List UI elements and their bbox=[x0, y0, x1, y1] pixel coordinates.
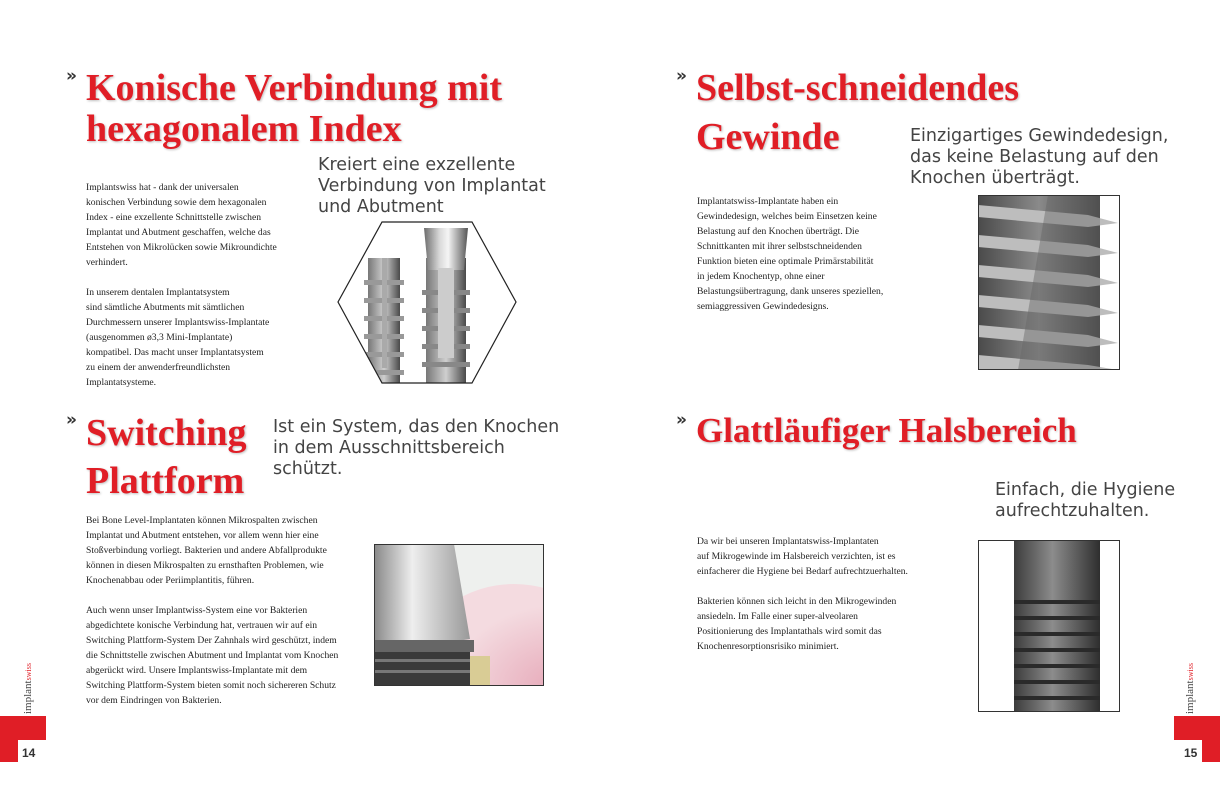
paragraph: Auch wenn unser Implantwiss-System eine vor Bakterien abgedichtete konische Verbindung hat, vertrauen wir auf ein Switching Plattform-System Der Zahnhals wird geschützt, indem die Schnittstelle zwischen Abutment und Implantat vom Knochen abgerückt wird. Unsere Implantswiss-Implantate mit dem Switching Plattform-System bieten somit noch sichereren Schutz vor dem Eindringen von Bakterien. bbox=[86, 605, 339, 706]
paragraph: Implantswiss hat - dank der universalen konischen Verbindung sowie dem hexagonalen Index - eine exzellente Schnittstelle zwischen Implantat und Abutment geschaffen, welche das Entstehen von Mikrolücken sowie Mikroundichte verhindert. bbox=[86, 182, 277, 268]
paragraph: Implantatswiss-Implantate haben ein Gewindedesign, welches beim Einsetzen keine Belastung auf den Knochen überträgt. Die Schnittkanten mit ihrer selbstschneidenden Funktion bieten eine optimale Primärstabilität in jedem Knochentyp, ohne einer Belastungsübertragung, dank unseres speziellen, semiaggressiven Gewindedesigns. bbox=[697, 196, 884, 312]
body-switching bbox=[86, 513, 376, 708]
section-marker: » bbox=[66, 410, 77, 430]
body-hals bbox=[697, 534, 967, 654]
body-konische bbox=[86, 180, 316, 390]
body-gewinde bbox=[697, 194, 947, 314]
neck-image bbox=[978, 540, 1120, 712]
headline-switching-line-1: Switching bbox=[86, 412, 247, 454]
subtitle-gewinde: Einzigartiges Gewindedesign, das keine Belastung auf den Knochen überträgt. bbox=[910, 126, 1169, 188]
subtitle-switching: Ist ein System, das den Knochen in dem Ausschnittsbereich schützt. bbox=[273, 417, 560, 479]
section-marker: » bbox=[676, 410, 687, 430]
section-marker: » bbox=[676, 66, 687, 86]
brand-word: implant bbox=[1184, 680, 1196, 714]
headline-hals: Glattläufiger Halsbereich bbox=[696, 411, 1077, 450]
headline-gewinde-line-2: Gewinde bbox=[696, 116, 840, 158]
section-marker: » bbox=[66, 66, 77, 86]
red-tab bbox=[0, 716, 46, 740]
paragraph: Da wir bei unseren Implantatswiss-Implantaten auf Mikrogewinde im Halsbereich verzichten, ist es einfacherer die Hygiene bei Bedarf aufrechtzuerhalten. bbox=[697, 536, 908, 577]
brand-logo bbox=[22, 663, 34, 714]
headline-konische-line-2: hexagonalem Index bbox=[86, 108, 402, 150]
headline-switching-line-2: Plattform bbox=[86, 460, 245, 502]
brand-logo bbox=[1184, 663, 1196, 714]
paragraph: In unserem dentalen Implantatsystem sind sämtliche Abutments mit sämtlichen Durchmessern unserer Implantswiss-Implantate (ausgenommen ø3,3 Mini-Implantate) kompatibel. Das macht unser Implantatsystem zu einem der anwenderfreundlichsten Implantatsysteme. bbox=[86, 287, 270, 388]
paragraph: Bakterien können sich leicht in den Mikrogewinden ansiedeln. Im Falle einer super-alveolaren Positionierung des Implantathals wird somit das Knochenresorptionsrisiko minimiert. bbox=[697, 596, 897, 652]
red-tab bbox=[1174, 716, 1220, 740]
switching-platform-image bbox=[374, 544, 544, 686]
brand-word: implant bbox=[22, 680, 34, 714]
subtitle-hals: Einfach, die Hygiene aufrechtzuhalten. bbox=[995, 480, 1176, 521]
headline-konische-line-1: Konische Verbindung mit bbox=[86, 67, 502, 109]
page-number: 14 bbox=[22, 746, 36, 760]
thread-image bbox=[978, 195, 1120, 370]
red-tab bbox=[1202, 740, 1220, 762]
subtitle-konische: Kreiert eine exzellente Verbindung von Implantat und Abutment bbox=[318, 155, 546, 217]
red-tab bbox=[0, 740, 18, 762]
page-number: 15 bbox=[1184, 746, 1198, 760]
paragraph: Bei Bone Level-Implantaten können Mikrospalten zwischen Implantat und Abutment entstehen, vor allem wenn hier eine Stoßverbindung vorliegt. Bakterien und andere Abfallprodukte können in diesen Mikrospalten zu ernsthaften Problemen, wie Knochenabbau oder Periimplantitis, führen. bbox=[86, 515, 327, 586]
implant-hexagon-image bbox=[336, 220, 518, 385]
brand-tag: swiss bbox=[24, 663, 33, 681]
headline-gewinde-line-1: Selbst-schneidendes bbox=[696, 67, 1020, 109]
brand-tag: swiss bbox=[1186, 663, 1195, 681]
